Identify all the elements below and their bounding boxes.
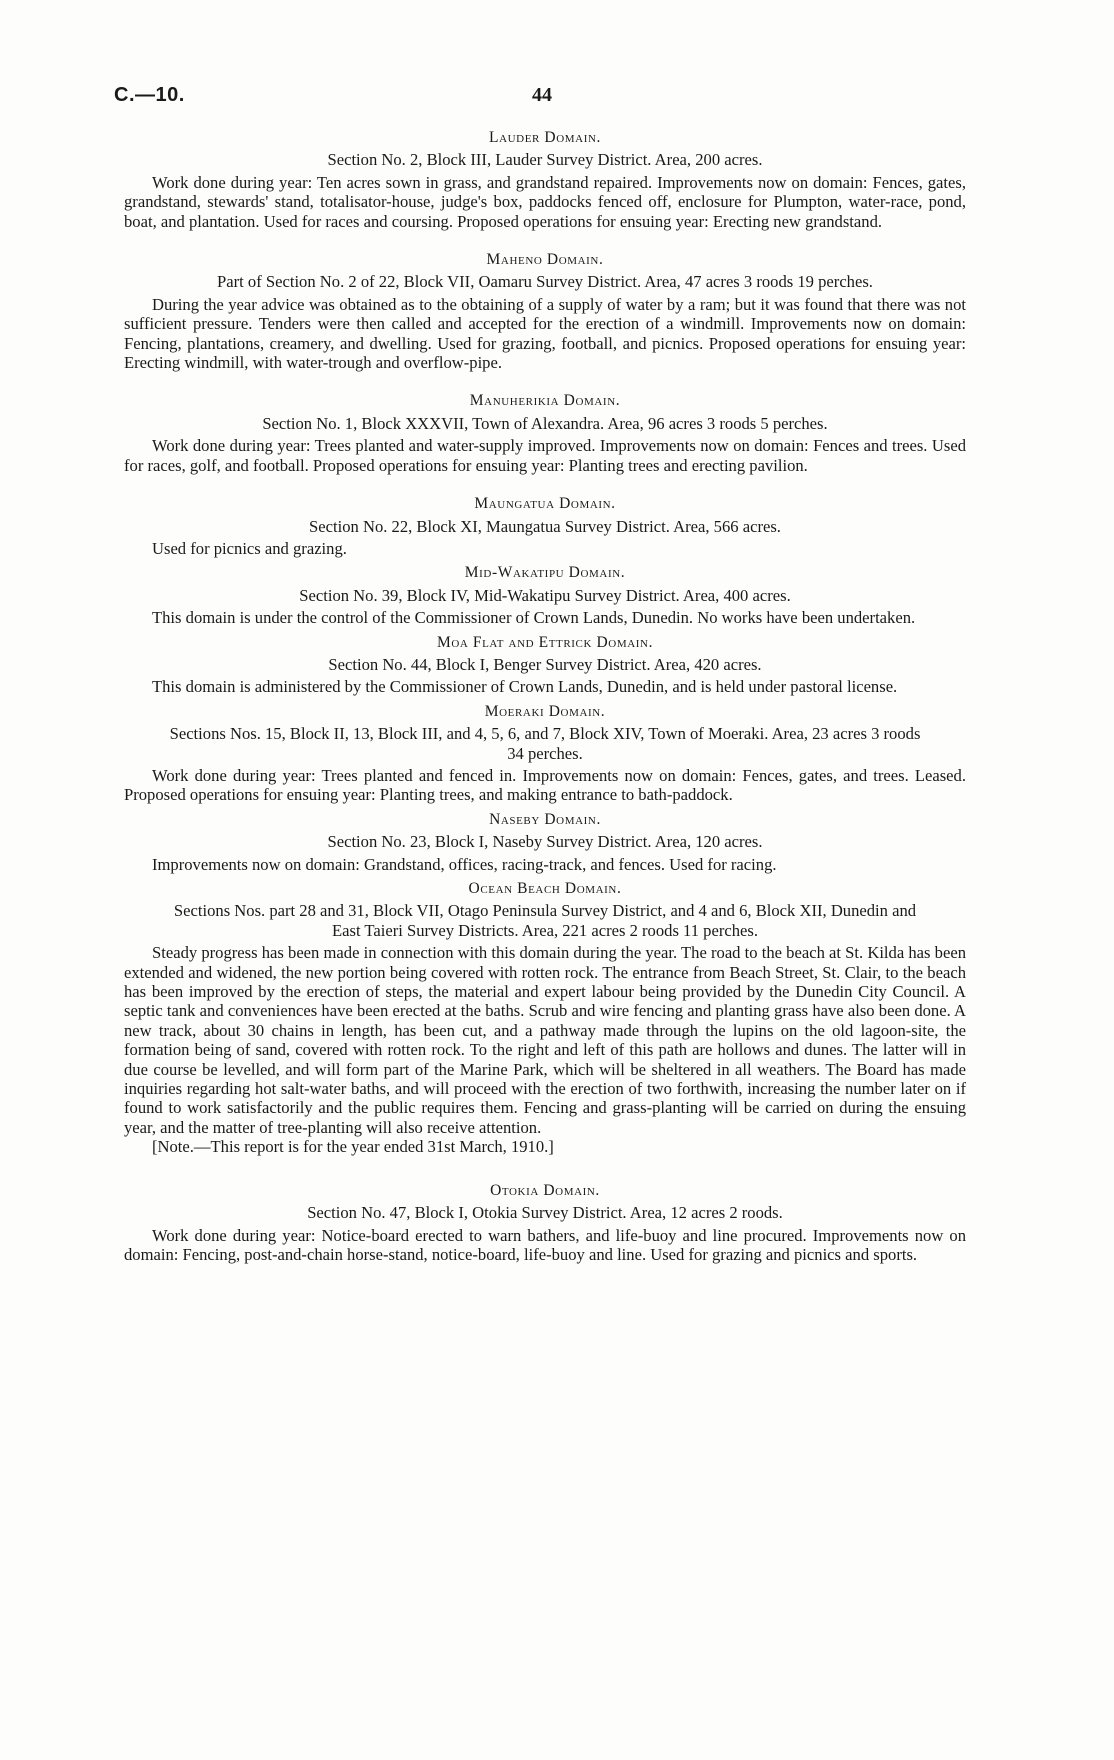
domain-location: Sections Nos. part 28 and 31, Block VII, Otago Peninsula Survey District, and 4 and 6, Block XII, Dunedin and East Taieri Survey Districts. Area, 221 acres 2 roods 11 perches. [173, 901, 917, 940]
domain-text: Steady progress has been made in connection with this domain during the year. The road to the beach at St. Kilda has been extended and widened, the new portion being covered with rotten rock. The entrance from Beach Street, St. Clair, to the beach has been improved by the erection of steps, the material and expert labour being provided by the Dunedin City Council. A septic tank and conveniences have been erected at the baths. Scrub and wire fencing and planting grass have also been done. A new track, about 30 chains in length, has been cut, and a pathway made through the lupins on the old lagoon-site, the formation being of sand, covered with rotten rock. To the right and left of this path are hollows and dunes. The latter will in due course be levelled, and will form part of the Marine Park, which will be sheltered in all weathers. The Board has made inquiries regarding hot salt-water baths, and will proceed with the erection of two forthwith, increasing the number later on if found to work satisfactorily and the public requires them. Fencing and grass-planting will be carried on during the ensuing year, and the matter of tree-planting will also receive attention. [124, 943, 966, 1137]
domain-title: Maheno Domain. [486, 251, 604, 269]
domain-section-naseby [124, 810, 966, 874]
domain-text: During the year advice was obtained as to the obtaining of a supply of water by a ram; but it was found that there was not sufficient pressure. Tenders were then called and accepted for the erection of a windmill. Improvements now on domain: Fencing, plantations, creamery, and dwelling. Used for grazing, football, and picnics. Proposed operations for ensuing year: Erecting windmill, with water-trough and overflow-pipe. [124, 294, 966, 373]
page-body [124, 128, 966, 1264]
domain-location: Section No. 22, Block XI, Maungatua Survey District. Area, 566 acres. [309, 516, 781, 536]
domain-text: Work done during year: Trees planted and water-supply improved. Improvements now on domain: Fences and trees. Used for races, golf, and football. Proposed operations for ensuing year: Planting trees and erecting pavilion. [124, 436, 966, 475]
domain-section-mid-wakatipu [124, 563, 966, 627]
domain-title: Mid-Wakatipu Domain. [464, 564, 626, 582]
domain-title: Otokia Domain. [490, 1181, 600, 1199]
domain-section-otokia [124, 1181, 966, 1265]
domain-location: Part of Section No. 2 of 22, Block VII, Oamaru Survey District. Area, 47 acres 3 roods 19 perches. [217, 272, 873, 292]
domain-title: Maungatua Domain. [474, 495, 616, 513]
domain-text: Work done during year: Notice-board erected to warn bathers, and life-buoy and line procured. Improvements now on domain: Fencing, post-and-chain horse-stand, notice-board, life-buoy and line. Used for grazing and picnics and sports. [124, 1225, 966, 1264]
domain-section-lauder [124, 128, 966, 231]
domain-location: Section No. 23, Block I, Naseby Survey District. Area, 120 acres. [327, 832, 763, 852]
domain-location: Sections Nos. 15, Block II, 13, Block III, and 4, 5, 6, and 7, Block XIV, Town of Moeraki. Area, 23 acres 3 roods 34 perches. [169, 724, 921, 763]
domain-section-moeraki [124, 702, 966, 805]
domain-location: Section No. 2, Block III, Lauder Survey District. Area, 200 acres. [327, 150, 763, 170]
domain-title: Manuherikia Domain. [469, 392, 621, 410]
domain-text: Work done during year: Trees planted and fenced in. Improvements now on domain: Fences, gates, and trees. Leased. Proposed operations for ensuing year: Planting trees, and making entrance to bath-paddock. [124, 765, 966, 805]
domain-text: Used for picnics and grazing. [152, 538, 347, 558]
domain-location: Section No. 47, Block I, Otokia Survey District. Area, 12 acres 2 roods. [307, 1203, 783, 1223]
domain-section-ocean-beach [124, 879, 966, 1157]
domain-text: Work done during year: Ten acres sown in grass, and grandstand repaired. Improvements now on domain: Fences, gates, grandstand, stewards' stand, totalisator-house, judge's box, paddocks fenced off, enclosure for Plumpton, water-race, pond, boat, and plantation. Used for races and coursing. Proposed operations for ensuing year: Erecting new grandstand. [124, 172, 966, 231]
domain-title: Ocean Beach Domain. [468, 880, 622, 897]
domain-title: Lauder Domain. [489, 129, 601, 146]
document-code: C.—10. [114, 84, 185, 106]
domain-title: Moeraki Domain. [484, 702, 606, 720]
page-header [114, 84, 994, 114]
domain-text: Improvements now on domain: Grandstand, offices, racing-track, and fences. Used for racing. [152, 854, 777, 874]
domain-title: Moa Flat and Ettrick Domain. [436, 633, 654, 651]
domain-section-maheno [124, 250, 966, 372]
domain-location: Section No. 1, Block XXXVII, Town of Alexandra. Area, 96 acres 3 roods 5 perches. [262, 413, 828, 433]
report-note: [Note.—This report is for the year ended 31st March, 1910.] [152, 1137, 554, 1157]
domain-section-maungatua [124, 494, 966, 558]
domain-section-moa-flat-ettrick [124, 633, 966, 697]
domain-text: This domain is administered by the Commissioner of Crown Lands, Dunedin, and is held under pastoral license. [152, 677, 898, 697]
domain-section-manuherikia [124, 391, 966, 475]
domain-location: Section No. 39, Block IV, Mid-Wakatipu Survey District. Area, 400 acres. [299, 585, 791, 605]
domain-title: Naseby Domain. [489, 810, 601, 828]
domain-location: Section No. 44, Block I, Benger Survey District. Area, 420 acres. [328, 654, 762, 674]
page-number: 44 [532, 84, 552, 106]
domain-text: This domain is under the control of the Commissioner of Crown Lands, Dunedin. No works have been undertaken. [152, 608, 916, 628]
